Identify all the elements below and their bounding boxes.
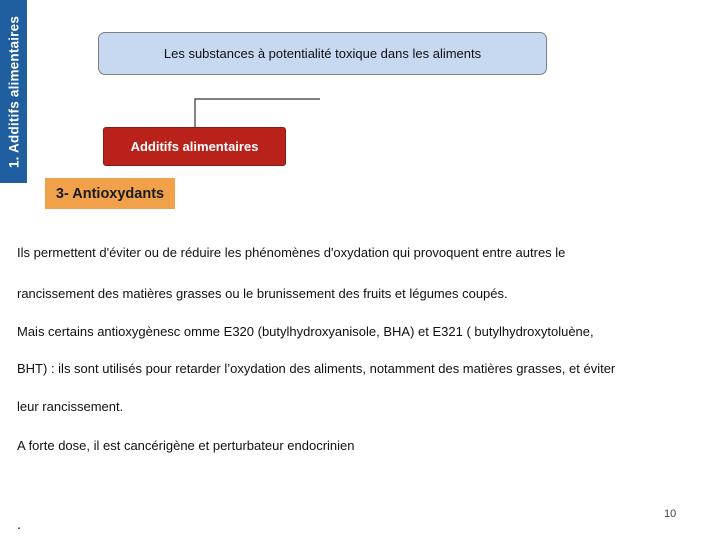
side-tab-label: 1. Additifs alimentaires	[6, 15, 21, 168]
diagram-child-box	[103, 127, 286, 166]
section-title-badge	[45, 178, 175, 209]
trailing-dot: .	[17, 516, 21, 532]
diagram-root-box	[98, 32, 547, 75]
body-line-5: leur rancissement.	[17, 399, 124, 414]
body-line-2: rancissement des matières grasses ou le brunissement des fruits et légumes coupés.	[17, 286, 508, 301]
diagram-connector	[180, 74, 320, 134]
diagram-root-label: Les substances à potentialité toxique dans les aliments	[163, 46, 482, 61]
page-number: 10	[664, 508, 677, 520]
body-line-3: Mais certains antioxygènesc omme E320 (butylhydroxyanisole, BHA) et E321 ( butylhydroxytoluène,	[17, 324, 594, 339]
section-title: 3- Antioxydants	[55, 185, 165, 202]
body-line-6: A forte dose, il est cancérigène et perturbateur endocrinien	[17, 438, 355, 453]
body-line-4: BHT) : ils sont utilisés pour retarder l’oxydation des aliments, notamment des matières grasses, et éviter	[17, 361, 616, 376]
body-line-1: Ils permettent d'éviter ou de réduire les phénomènes d'oxydation qui provoquent entre autres le	[17, 245, 566, 260]
diagram-child-label: Additifs alimentaires	[130, 139, 259, 154]
section-side-tab	[0, 0, 27, 183]
